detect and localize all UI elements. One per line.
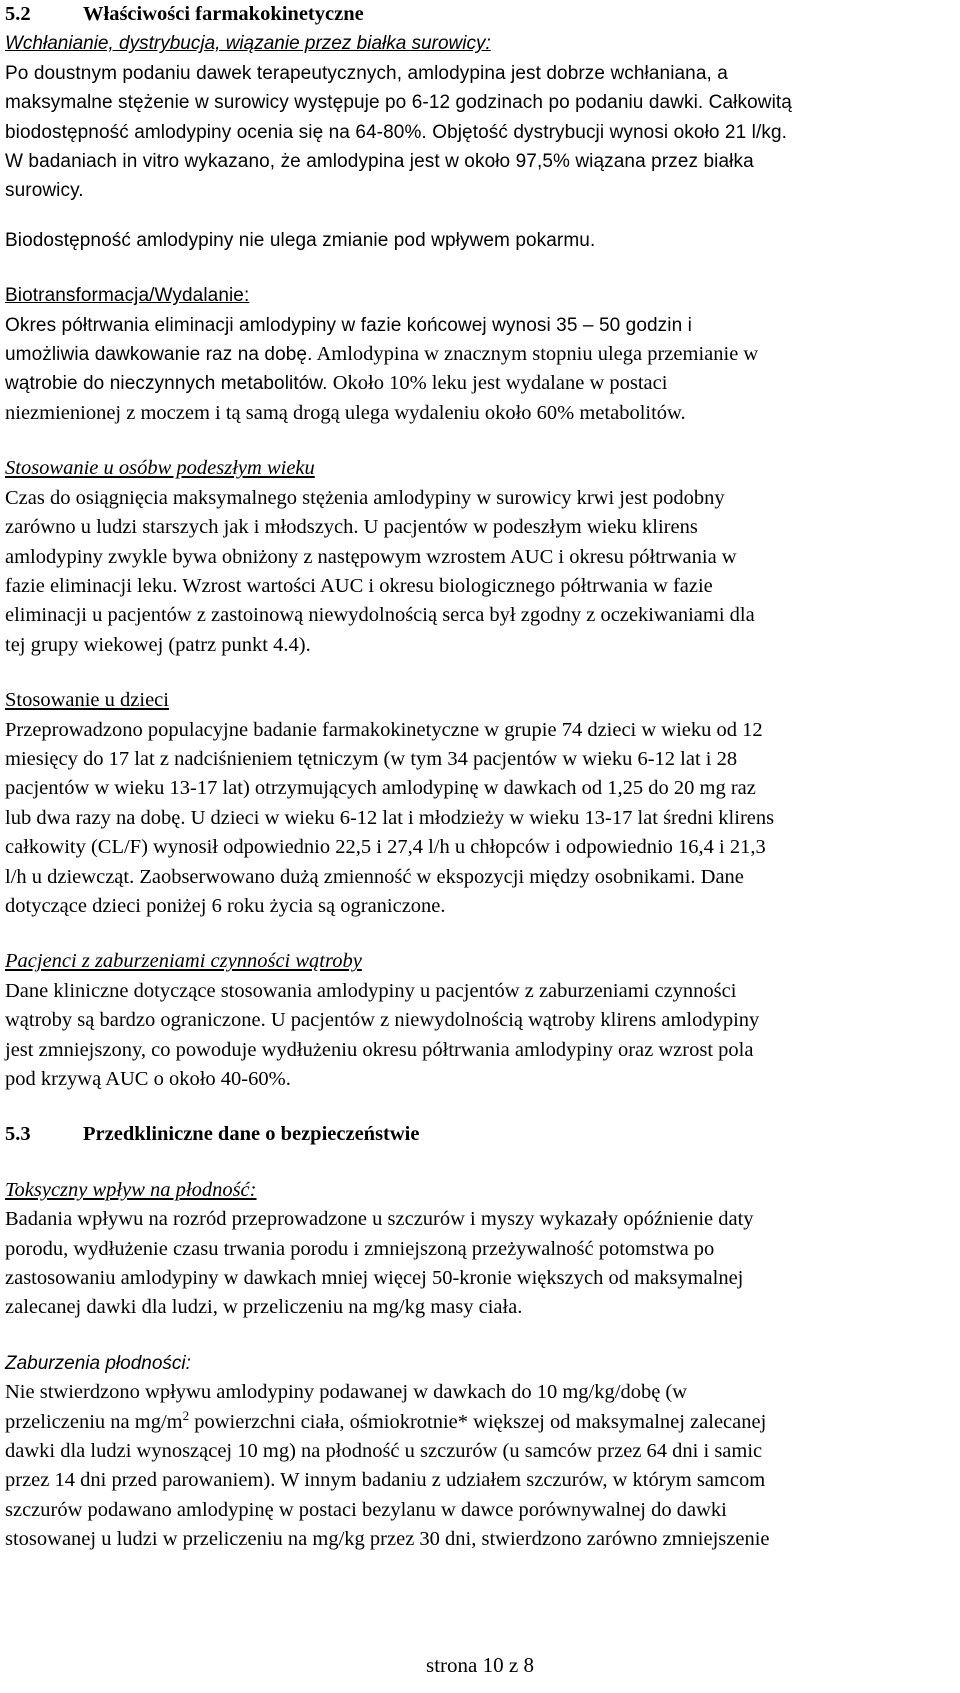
text-line: Po doustnym podaniu dawek terapeutycznych, amlodypina jest dobrze wchłaniana, a bbox=[5, 62, 728, 84]
text-line: pacjentów w wieku 13-17 lat) otrzymujących amlodypinę w dawkach od 1,25 do 20 mg raz bbox=[5, 777, 756, 800]
text-line: amlodypiny zwykle bywa obniżony z następowym wzrostem AUC i okresu półtrwania w bbox=[5, 545, 737, 568]
text-line: przez 14 dni przed parowaniem). W innym badaniu z udziałem szczurów, w którym samcom bbox=[5, 1469, 766, 1492]
text-span: Amlodypina w znacznym stopniu ulega przemianie w bbox=[312, 343, 759, 366]
text-line: Dane kliniczne dotyczące stosowania amlodypiny u pacjentów z zaburzeniami czynności bbox=[5, 979, 737, 1002]
text-line: Nie stwierdzono wpływu amlodypiny podawanej w dawkach do 10 mg/kg/dobę (w bbox=[5, 1381, 688, 1404]
text-line: zalecanej dawki dla ludzi, w przeliczeniu na mg/kg masy ciała. bbox=[5, 1296, 523, 1319]
text-line: eliminacji u pacjentów z zastoinową niewydolnością serca był zgodny z oczekiwaniami dla bbox=[5, 604, 755, 627]
text-line: surowicy. bbox=[5, 180, 84, 202]
text-line: Okres półtrwania eliminacji amlodypiny w fazie końcowej wynosi 35 – 50 godzin i bbox=[5, 314, 692, 336]
text-line: miesięcy do 17 lat z nadciśnieniem tętniczym (w tym 34 pacjentów w wieku 6-12 lat i 28 bbox=[5, 747, 738, 770]
text-span: umożliwia dawkowanie raz na dobę. bbox=[5, 344, 313, 366]
elderly-paragraph bbox=[5, 484, 955, 660]
text-line: niezmienionej z moczem i tą samą drogą ulega wydaleniu około 60% metabolitów. bbox=[5, 401, 686, 424]
text-line: szczurów podawano amlodypinę w postaci bezylanu w dawce porównywalnej do dawki bbox=[5, 1498, 727, 1521]
text-line: porodu, wydłużenie czasu trwania porodu i zmniejszoną przeżywalność potomstwa po bbox=[5, 1237, 715, 1260]
fertility-impairment-paragraph bbox=[5, 1378, 955, 1554]
text-line: tej grupy wiekowej (patrz punkt 4.4). bbox=[5, 633, 311, 656]
absorption-paragraph bbox=[5, 59, 955, 206]
text-line bbox=[5, 340, 955, 369]
text-line: Czas do osiągnięcia maksymalnego stężenia amlodypiny w surowicy krwi jest podobny bbox=[5, 486, 725, 509]
liver-impairment-heading: Pacjenci z zaburzeniami czynności wątroby bbox=[5, 950, 362, 973]
liver-impairment-paragraph bbox=[5, 977, 955, 1095]
section-number: 5.3 bbox=[5, 1123, 31, 1146]
children-heading: Stosowanie u dzieci bbox=[5, 689, 169, 712]
text-span: Około 10% leku jest wydalane w postaci bbox=[327, 372, 668, 395]
text-line: pod krzywą AUC o około 40-60%. bbox=[5, 1068, 291, 1090]
text-line: całkowity (CL/F) wynosił odpowiednio 22,5 i 27,4 l/h u chłopców i odpowiednio 16,4 i 21,3 bbox=[5, 836, 766, 859]
text-span: wątrobie do nieczynnych metabolitów. bbox=[5, 373, 328, 395]
section-5-3-title bbox=[5, 1120, 955, 1149]
text-line: jest zmniejszony, co powoduje wydłużeniu okresu półtrwania amlodypiny oraz wzrost pola bbox=[5, 1038, 754, 1061]
text-line: stosowanej u ludzi w przeliczeniu na mg/kg przez 30 dni, stwierdzono zarówno zmniejszenie bbox=[5, 1528, 770, 1551]
text-line: Przeprowadzono populacyjne badanie farmakokinetyczne w grupie 74 dzieci w wieku od 12 bbox=[5, 718, 763, 741]
text-line: zarówno u ludzi starszych jak i młodszych. U pacjentów w podeszłym wieku klirens bbox=[5, 516, 698, 539]
text-line: dotyczące dzieci poniżej 6 roku życia są ograniczone. bbox=[5, 894, 446, 917]
text-line: W badaniach in vitro wykazano, że amlodypina jest w około 97,5% wiązana przez białka bbox=[5, 151, 754, 173]
text-line: wątroby są bardzo ograniczone. U pacjentów z niewydolnością wątroby klirens amlodypiny bbox=[5, 1009, 760, 1032]
text-span: powierzchni ciała, ośmiokrotnie* większej od maksymalnej zalecanej bbox=[189, 1410, 767, 1433]
fertility-toxicity-paragraph bbox=[5, 1205, 955, 1323]
text-span: przeliczeniu na mg/m bbox=[5, 1410, 183, 1433]
food-effect-line: Biodostępność amlodypiny nie ulega zmianie pod wpływem pokarmu. bbox=[5, 229, 596, 251]
superscript: 2 bbox=[182, 1407, 190, 1423]
section-title: Przedkliniczne dane o bezpieczeństwie bbox=[83, 1123, 420, 1146]
page-footer: strona 10 z 8 bbox=[426, 1653, 534, 1677]
text-line: dawki dla ludzi wynoszącej 10 mg) na płodność u szczurów (u samców przez 64 dni i samic bbox=[5, 1440, 763, 1463]
section-5-2-title bbox=[5, 0, 955, 29]
absorption-heading: Wchłanianie, dystrybucja, wiązanie przez białka surowicy: bbox=[5, 33, 491, 55]
document-body bbox=[5, 0, 955, 1555]
biotransformation-heading: Biotransformacja/Wydalanie: bbox=[5, 285, 250, 307]
text-line bbox=[5, 1408, 955, 1437]
section-number: 5.2 bbox=[5, 3, 31, 25]
text-line: biodostępność amlodypiny ocenia się na 64-80%. Objętość dystrybucji wynosi około 21 l/kg. bbox=[5, 121, 787, 143]
text-line bbox=[5, 369, 955, 398]
text-line: l/h u dziewcząt. Zaobserwowano dużą zmienność w ekspozycji między osobnikami. Dane bbox=[5, 865, 744, 888]
section-title: Właściwości farmakokinetyczne bbox=[83, 3, 364, 25]
text-line: maksymalne stężenie w surowicy występuje po 6-12 godzinach po podaniu dawki. Całkowitą bbox=[5, 92, 792, 114]
text-line: zastosowaniu amlodypiny w dawkach mniej więcej 50-kronie większych od maksymalnej bbox=[5, 1267, 744, 1290]
text-line: Badania wpływu na rozród przeprowadzone u szczurów i myszy wykazały opóźnienie daty bbox=[5, 1208, 754, 1231]
elderly-heading: Stosowanie u osóbw podeszłym wieku bbox=[5, 457, 315, 480]
biotransformation-paragraph bbox=[5, 311, 955, 429]
fertility-toxicity-heading: Toksyczny wpływ na płodność: bbox=[5, 1178, 257, 1201]
text-line: fazie eliminacji leku. Wzrost wartości AUC i okresu biologicznego półtrwania w fazie bbox=[5, 574, 713, 597]
text-line: lub dwa razy na dobę. U dzieci w wieku 6-12 lat i młodzieży w wieku 13-17 lat średni klirens bbox=[5, 806, 775, 829]
children-paragraph bbox=[5, 716, 955, 922]
fertility-impairment-heading: Zaburzenia płodności: bbox=[5, 1352, 191, 1374]
